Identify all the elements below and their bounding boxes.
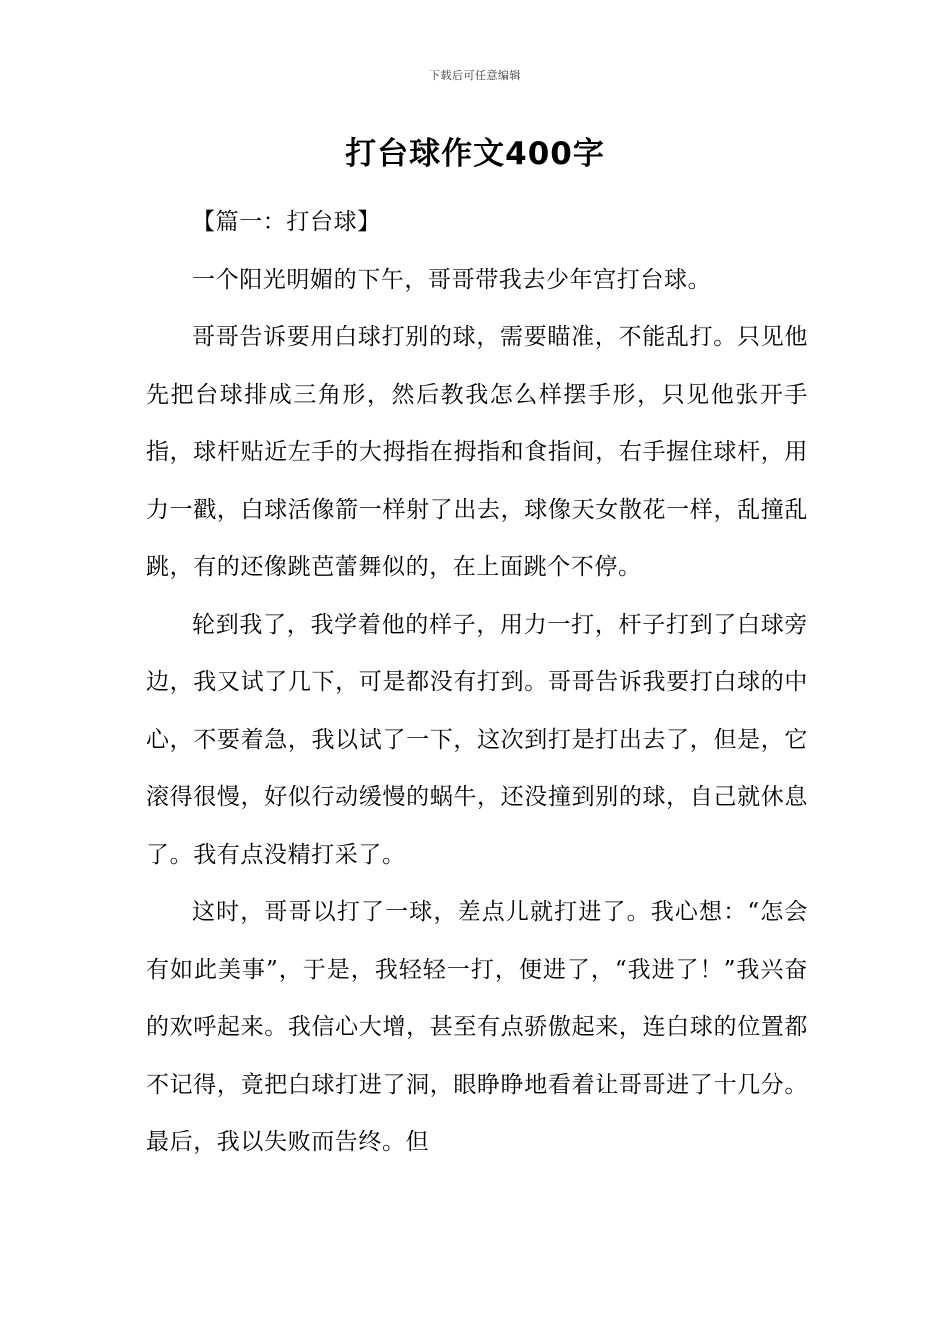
paragraph: 哥哥告诉要用白球打别的球，需要瞄准，不能乱打。只见他先把台球排成三角形，然后教我怎么样摆手形，只见他张开手指，球杆贴近左手的大拇指在拇指和食指间，右手握住球杆，用力一戳，白球活像箭一样射了出去，球像天女散花一样，乱撞乱跳，有的还像跳芭蕾舞似的，在上面跳个不停。 (146, 324, 808, 580)
document-title: 打台球作文400字 (345, 136, 605, 172)
paragraph: 这时，哥哥以打了一球，差点儿就打进了。我心想：“怎会有如此美事”，于是，我轻轻一打，便进了，“我进了！”我兴奋的欢呼起来。我信心大增，甚至有点骄傲起来，连白球的位置都不记得，竟把白球打进了洞，眼睁睁地看着让哥哥进了十几分。最后，我以失败而告终。但 (146, 899, 808, 1155)
section-heading: 【篇一：打台球】 (192, 209, 381, 235)
header-note: 下载后可任意编辑 (429, 69, 521, 82)
document-body (146, 194, 808, 1172)
paragraph: 一个阳光明媚的下午，哥哥带我去少年宫打台球。 (192, 266, 712, 293)
paragraph: 轮到我了，我学着他的样子，用力一打，杆子打到了白球旁边，我又试了几下，可是都没有打到。哥哥告诉我要打白球的中心，不要着急，我以试了一下，这次到打是打出去了，但是，它滚得很慢，好似行动缓慢的蜗牛，还没撞到别的球，自己就休息了。我有点没精打采了。 (146, 611, 808, 868)
